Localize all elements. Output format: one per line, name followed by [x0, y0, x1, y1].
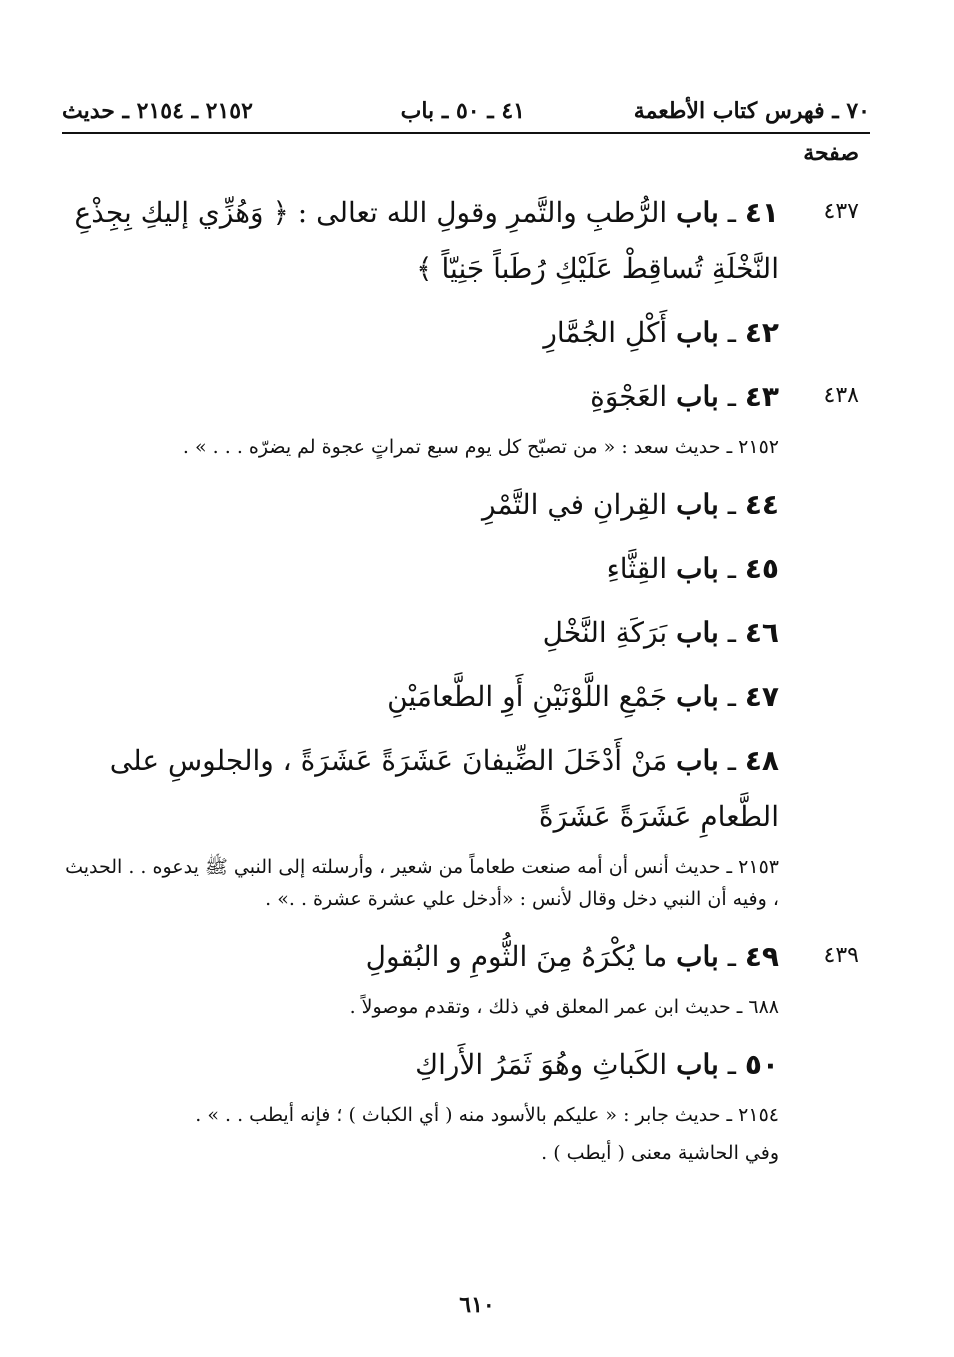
bab-number: ٤٦	[744, 616, 779, 649]
bab-number: ٤٨	[744, 744, 779, 777]
bab-title: القِرانِ في التَّمْرِ	[482, 488, 668, 521]
entry-page-number: ٤٣٧	[823, 199, 859, 224]
bab-keyword: باب	[676, 616, 719, 649]
hadith-text: ٦٨٨ ـ حديث ابن عمر المعلق في ذلك ، وتقدم موصولاً .	[349, 996, 779, 1018]
index-entry: ٤٣٧ ٤١ ـ باب الرُّطبِ والتَّمرِ وقولِ الله تعالى : ﴿ وَهُزِّي إليكِ بِجِذْعِ النَّخْلَةِ تُساقِطْ عَلَيْكِ رُطَباً جَنِيّاً ﴾	[74, 196, 859, 285]
header-hadith-range: ٢١٥٢ ـ ٢١٥٤ ـ حديث	[62, 98, 253, 124]
bab-number: ٤٢	[744, 316, 779, 349]
hadith-text: ٢١٥٣ ـ حديث أنس أن أمه صنعت طعاماً من شعير ، وأرسلته إلى النبي ﷺ يدعوه . . الحديث ، وفيه أن النبي دخل وقال لأنس : «أدخل علي عشرة عشرة . .» .	[65, 856, 779, 910]
index-entry: ٤٢ ـ باب أَكْلِ الجُمَّارِ	[543, 316, 779, 349]
index-entry: ٤٨ ـ باب مَنْ أَدْخَلَ الضِّيفانَ عَشَرَةً عَشَرَةً ، والجلوسِ على الطَّعامِ عَشَرَةً عَشَرَةً	[109, 744, 779, 833]
hadith-entry	[55, 431, 859, 463]
header-bab-range: ٤١ ـ ٥٠ ـ باب	[400, 98, 525, 124]
entry-page-number: ٤٣٩	[823, 943, 859, 968]
running-header	[62, 92, 870, 134]
bab-number: ٤٧	[744, 680, 779, 713]
bab-title: الكَباثِ وهُوَ ثَمَرُ الأَراكِ	[415, 1048, 668, 1081]
hadith-text: ٢١٥٤ ـ حديث جابر : « عليكم بالأسود منه ( أي الكباث ) ؛ فإنه أيطب . . » .	[195, 1104, 779, 1126]
hadith-entry	[55, 851, 859, 915]
bab-number: ٤٩	[744, 940, 779, 973]
hadith-entry	[55, 991, 859, 1023]
index-entry: ٤٧ ـ باب جَمْعِ اللَّوْنَيْنِ أَوِ الطَّعامَيْنِ	[387, 680, 779, 713]
index-content	[55, 185, 859, 1175]
hadith-text: ٢١٥٢ ـ حديث سعد : « من تصبّح كل يوم سبع تمراتٍ عجوة لم يضرّه . . . » .	[182, 436, 779, 458]
bab-keyword: باب	[676, 552, 719, 585]
bab-keyword: باب	[676, 1048, 719, 1081]
header-chapter-title: ٧٠ ـ فهرس كتاب الأطعمة	[633, 98, 870, 124]
bab-title: جَمْعِ اللَّوْنَيْنِ أَوِ الطَّعامَيْنِ	[387, 680, 668, 713]
bab-number: ٤٣	[744, 380, 779, 413]
page-column-label: صفحة	[803, 140, 859, 166]
footnote-text: وفي الحاشية معنى ( أيطب ) .	[541, 1142, 779, 1164]
bab-keyword: باب	[676, 680, 719, 713]
bab-keyword: باب	[676, 488, 719, 521]
page-number: ٦١٠	[459, 1292, 495, 1318]
bab-number: ٥٠	[744, 1048, 779, 1081]
index-entry: ٤٣٨ ٤٣ ـ باب العَجْوَةِ	[590, 380, 859, 413]
bab-number: ٤٤	[744, 488, 779, 521]
index-entry: ٤٣٩ ٤٩ ـ باب ما يُكْرَهُ مِنَ الثُّومِ و البُقولِ	[365, 940, 859, 973]
bab-keyword: باب	[676, 744, 719, 777]
bab-keyword: باب	[676, 380, 719, 413]
bab-title: العَجْوَةِ	[590, 380, 668, 413]
bab-title: أَكْلِ الجُمَّارِ	[543, 316, 668, 349]
bab-title: مَنْ أَدْخَلَ الضِّيفانَ عَشَرَةً عَشَرَةً ، والجلوسِ على الطَّعامِ عَشَرَةً عَشَرَةً	[109, 744, 779, 833]
bab-number: ٤٥	[744, 552, 779, 585]
index-entry: ٥٠ ـ باب الكَباثِ وهُوَ ثَمَرُ الأَراكِ	[415, 1048, 779, 1081]
bab-number: ٤١	[744, 196, 779, 229]
bab-title: بَرَكَةِ النَّخْلِ	[542, 616, 668, 649]
bab-keyword: باب	[676, 940, 719, 973]
index-entry: ٤٥ ـ باب القِثَّاءِ	[606, 552, 779, 585]
bab-keyword: باب	[676, 196, 719, 229]
entry-page-number: ٤٣٨	[823, 383, 859, 408]
bab-title: ما يُكْرَهُ مِنَ الثُّومِ و البُقولِ	[365, 940, 668, 973]
index-entry: ٤٤ ـ باب القِرانِ في التَّمْرِ	[482, 488, 779, 521]
hadith-entry	[55, 1099, 859, 1169]
bab-title: القِثَّاءِ	[606, 552, 668, 585]
bab-title: الرُّطبِ والتَّمرِ وقولِ الله تعالى : ﴿ وَهُزِّي إليكِ بِجِذْعِ النَّخْلَةِ تُساقِطْ عَلَيْكِ رُطَباً جَنِيّاً ﴾	[74, 196, 779, 285]
bab-keyword: باب	[676, 316, 719, 349]
index-entry: ٤٦ ـ باب بَرَكَةِ النَّخْلِ	[542, 616, 779, 649]
